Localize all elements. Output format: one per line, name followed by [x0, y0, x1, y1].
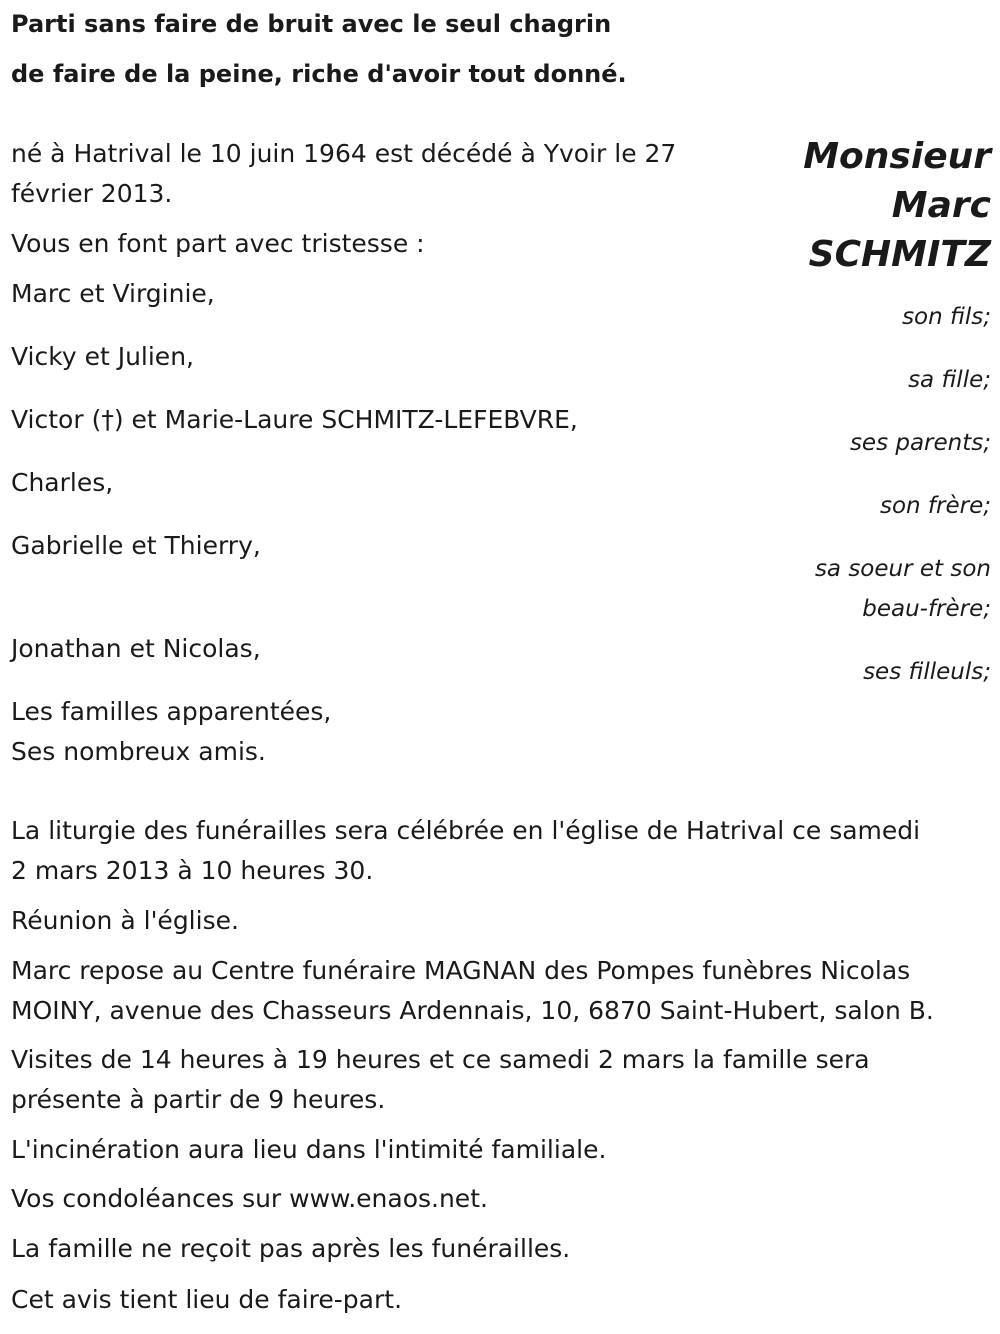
- relation-6: ses filleuls;: [863, 659, 991, 685]
- relation-1: son fils;: [902, 304, 991, 330]
- cremation-text: L'incinération aura lieu dans l'intimité familiale.: [11, 1135, 607, 1164]
- others-line-1: Les familles apparentées,: [11, 697, 332, 726]
- deceased-first-name: Marc: [891, 185, 991, 226]
- family-name-1: Marc et Virginie,: [11, 279, 215, 308]
- condolences-text: Vos condoléances sur www.enaos.net.: [11, 1184, 488, 1213]
- relation-5-line-1: sa soeur et son: [814, 556, 991, 582]
- epitaph-line-1: Parti sans faire de bruit avec le seul chagrin: [11, 10, 612, 38]
- liturgy-line-1: La liturgie des funérailles sera célébrée en l'église de Hatrival ce samedi: [11, 816, 921, 845]
- rest-line-2: MOINY, avenue des Chasseurs Ardennais, 10, 6870 Saint-Hubert, salon B.: [11, 996, 934, 1025]
- relation-4: son frère;: [879, 493, 991, 519]
- intro-text: Vous en font part avec tristesse :: [11, 229, 425, 258]
- family-name-3: Victor (†) et Marie-Laure SCHMITZ-LEFEBVRE,: [11, 405, 578, 434]
- visits-line-1: Visites de 14 heures à 19 heures et ce samedi 2 mars la famille sera: [11, 1045, 870, 1074]
- relation-5-line-2: beau-frère;: [862, 596, 991, 622]
- visits-line-2: présente à partir de 9 heures.: [11, 1085, 386, 1114]
- deceased-title: Monsieur: [803, 136, 991, 177]
- relation-3: ses parents;: [849, 430, 991, 456]
- no-reception-text: La famille ne reçoit pas après les funérailles.: [11, 1234, 571, 1263]
- birth-death-line-2: février 2013.: [11, 179, 173, 208]
- meeting-text: Réunion à l'église.: [11, 906, 239, 935]
- others-line-2: Ses nombreux amis.: [11, 737, 266, 766]
- family-name-6: Jonathan et Nicolas,: [11, 634, 261, 663]
- family-name-5: Gabrielle et Thierry,: [11, 531, 261, 560]
- deceased-last-name: SCHMITZ: [808, 234, 991, 275]
- liturgy-line-2: 2 mars 2013 à 10 heures 30.: [11, 856, 374, 885]
- epitaph-line-2: de faire de la peine, riche d'avoir tout donné.: [11, 60, 627, 88]
- family-name-4: Charles,: [11, 468, 114, 497]
- family-name-2: Vicky et Julien,: [11, 342, 194, 371]
- notice-text: Cet avis tient lieu de faire-part.: [11, 1285, 403, 1314]
- birth-death-line-1: né à Hatrival le 10 juin 1964 est décédé à Yvoir le 27: [11, 139, 677, 168]
- relation-2: sa fille;: [908, 367, 991, 393]
- rest-line-1: Marc repose au Centre funéraire MAGNAN des Pompes funèbres Nicolas: [11, 956, 911, 985]
